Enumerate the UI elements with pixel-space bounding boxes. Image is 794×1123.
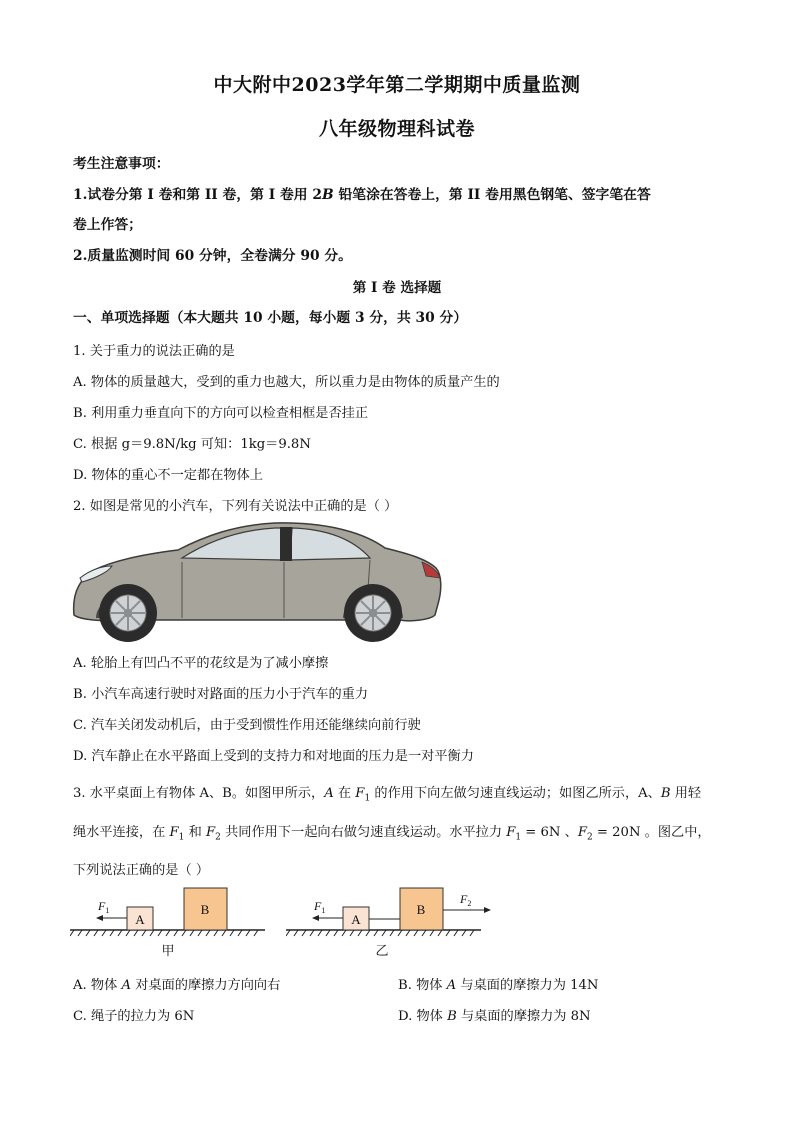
q1-option-b: B. 利用重力垂直向下的方向可以检查相框是否挂正 [73,406,369,421]
figure-jia [70,882,270,960]
force-arrow-f1-jia [96,915,127,921]
force-label-f1-jia: $F_1$ [98,899,110,915]
force-arrow-f1-yi [312,915,343,921]
car-illustration [70,520,445,645]
b-pillar [280,527,292,561]
q2-stem: 2. 如图是常见的小汽车，下列有关说法中正确的是（ ） [73,499,398,514]
q2-option-b: B. 小汽车高速行驶时对路面的压力小于汽车的重力 [73,687,369,702]
figure-yi [286,882,506,960]
q3-stem-line-3: 下列说法正确的是（ ） [73,863,210,878]
q3-option-d: D. 物体 B 与桌面的摩擦力为 8N [398,1009,591,1024]
q3-option-a: A. 物体 A 对桌面的摩擦力方向向右 [73,978,281,993]
block-a-label-jia: A [135,912,145,927]
force-label-f2-yi: $F_2$ [460,892,472,908]
q1-stem: 1. 关于重力的说法正确的是 [73,344,235,359]
block-a-label-yi: A [351,912,361,927]
q3-stem-line-1: 3. 水平桌面上有物体 A、B。如图甲所示，A 在 $F_1$ 的作用下向左做匀速直线运动；如图乙所示，A、B 用轻 [73,786,702,804]
exam-title: 中大附中2023学年第二学期期中质量监测 [213,74,581,96]
figure-caption-yi: 乙 [375,943,389,958]
section-heading: 一、单项选择题（本大题共 10 小题，每小题 3 分，共 30 分） [73,310,468,326]
block-b-label-yi: B [416,902,426,917]
q1-option-d: D. 物体的重心不一定都在物体上 [73,468,263,483]
ground-hatch-jia [70,930,265,936]
q2-option-d: D. 汽车静止在水平路面上受到的支持力和对地面的压力是一对平衡力 [73,749,474,764]
q1-option-c: C. 根据 g＝9.8N/kg 可知：1kg＝9.8N [73,437,311,452]
notice-line-1: 1.试卷分第 I 卷和第 II 卷，第 I 卷用 2B 铅笔涂在答卷上，第 II 卷用黑色钢笔、签字笔在答 [73,187,651,203]
q3-stem-line-2: 绳水平连接，在 $F_1$ 和 $F_2$ 共同作用下一起向右做匀速直线运动。水平拉力 $F_1 = 6N$ 、$F_2 = 20N$ 。图乙中， [73,825,711,843]
q1-option-a: A. 物体的质量越大，受到的重力也越大，所以重力是由物体的质量产生的 [73,375,500,390]
block-b-label-jia: B [200,902,210,917]
q3-option-b: B. 物体 A 与桌面的摩擦力为 14N [398,978,599,993]
ground-hatch-yi [286,930,481,936]
notice-line-1-cont: 卷上作答； [73,217,142,233]
exam-subtitle: 八年级物理科试卷 [318,118,475,140]
part-title: 第 I 卷 选择题 [352,280,442,296]
q3-option-c: C. 绳子的拉力为 6N [73,1009,195,1024]
q2-option-a: A. 轮胎上有凹凸不平的花纹是为了减小摩擦 [73,656,329,671]
q2-option-c: C. 汽车关闭发动机后，由于受到惯性作用还能继续向前行驶 [73,718,421,733]
rear-wheel [344,584,402,642]
figure-caption-jia: 甲 [161,943,175,958]
notice-line-2: 2.质量监测时间 60 分钟，全卷满分 90 分。 [73,248,352,264]
force-label-f1-yi: $F_1$ [314,899,326,915]
notice-heading: 考生注意事项： [73,156,170,172]
front-wheel [99,584,157,642]
